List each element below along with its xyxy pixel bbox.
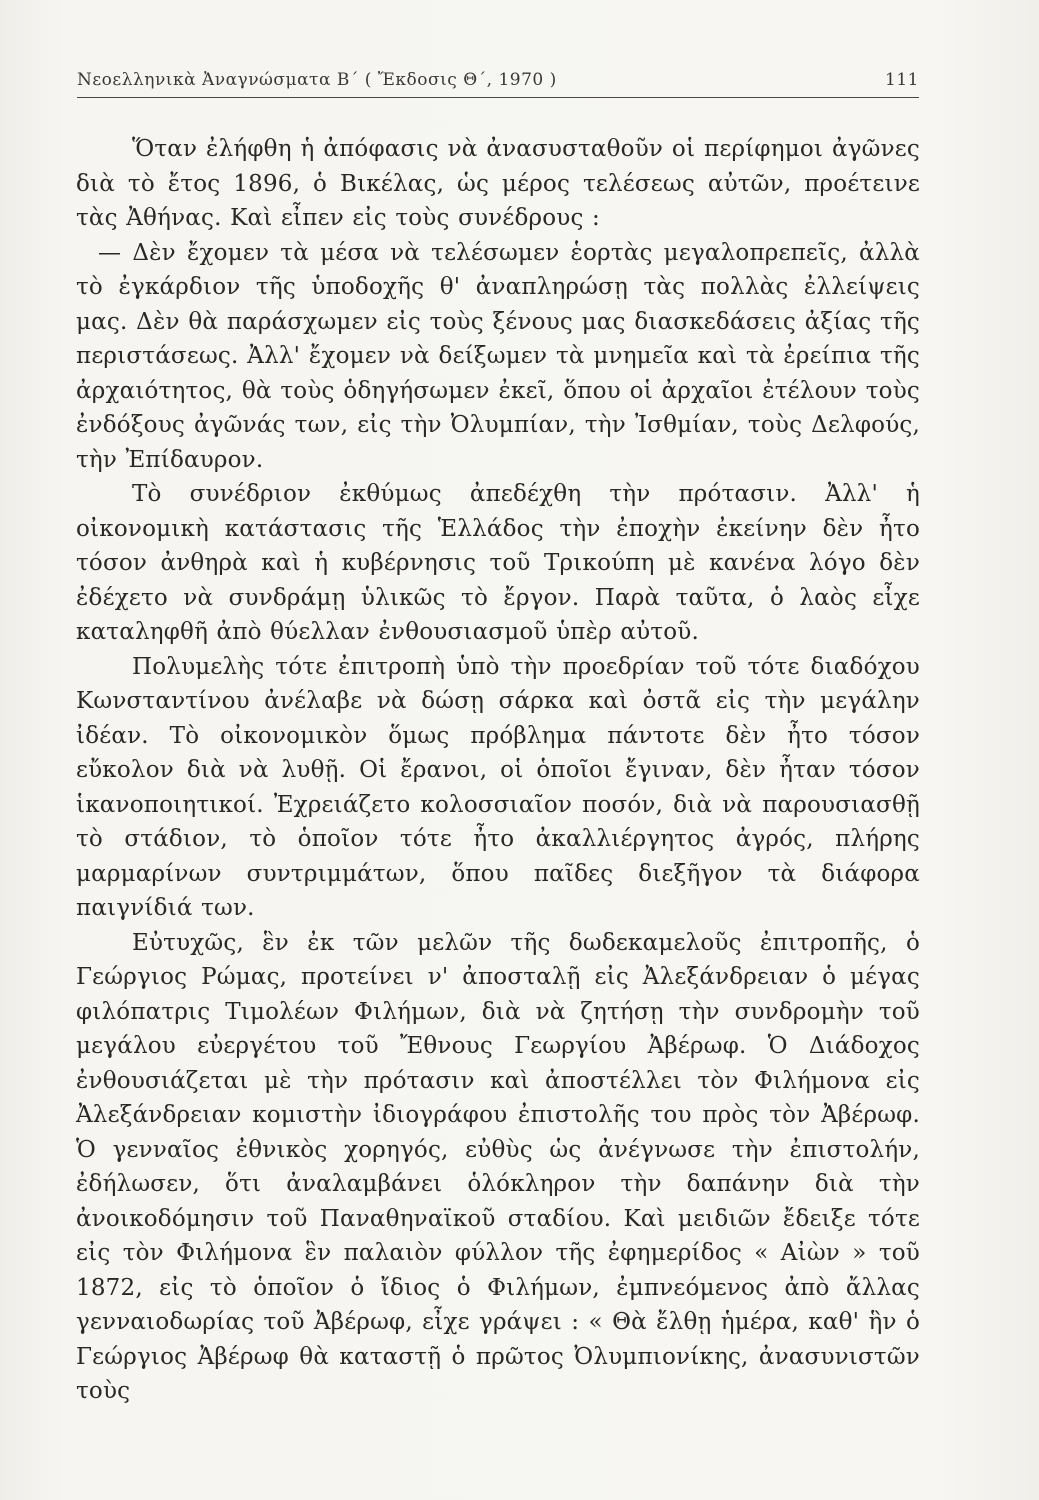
paragraph-averof: Εὐτυχῶς, ἓν ἐκ τῶν μελῶν τῆς δωδεκαμελοῦς ἐπιτροπῆς, ὁ Γεώργιος Ρώμας, προτείνει ν' ἀποσταλῇ εἰς Ἀλεξάνδρειαν ὁ μέγας φιλόπατρις Τιμολέων Φιλήμων, διὰ νὰ ζητήσῃ τὴν συνδρομὴν τοῦ μεγάλου εὐεργέτου τοῦ Ἔθνους Γεωργίου Ἀβέρωφ. Ὁ Διάδοχος ἐνθουσιάζεται μὲ τὴν πρότασιν καὶ ἀποστέλλει τὸν Φιλήμονα εἰς Ἀλεξάνδρειαν κομιστὴν ἰδιογράφου ἐπιστολῆς του πρὸς τὸν Ἀβέρωφ. Ὁ γενναῖος ἐθνικὸς χορηγός, εὐθὺς ὡς ἀνέγνωσε τὴν ἐπιστολήν, ἐδήλωσεν, ὅτι ἀναλαμβάνει ὁλόκληρον τὴν δαπάνην διὰ τὴν ἀνοικοδόμησιν τοῦ Παναθηναϊκοῦ σταδίου. Καὶ μειδιῶν ἔδειξε τότε εἰς τὸν Φιλήμονα ἓν παλαιὸν φύλλον τῆς ἐφημερίδος « Αἰὼν » τοῦ 1872, εἰς τὸ ὁποῖον ὁ ἴδιος ὁ Φιλήμων, ἐμπνεόμενος ἀπὸ ἄλλας γενναιοδωρίας τοῦ Ἀβέρωφ, εἶχε γράψει : « Θὰ ἔλθῃ ἡμέρα, καθ' ἣν ὁ Γεώργιος Ἀβέρωφ θὰ καταστῇ ὁ πρῶτος Ὀλυμπιονίκης, ἀνασυνιστῶν τοὺς [76,929,920,1404]
running-head [77,70,919,94]
paragraph-committee: Πολυμελὴς τότε ἐπιτροπὴ ὑπὸ τὴν προεδρίαν τοῦ τότε διαδόχου Κωνσταντίνου ἀνέλαβε νὰ δώσῃ σάρκα καὶ ὀστᾶ εἰς τὴν μεγάλην ἰδέαν. Τὸ οἰκονομικὸν ὅμως πρόβλημα πάντοτε δὲν ἦτο τόσον εὔκολον διὰ νὰ λυθῇ. Οἱ ἔρανοι, οἱ ὁποῖοι ἔγιναν, δὲν ἦταν τόσον ἱκανοποιητικοί. Ἐχρειάζετο κολοσσιαῖον ποσόν, διὰ νὰ παρουσιασθῇ τὸ στάδιον, τὸ ὁποῖον τότε ἦτο ἀκαλλιέργητος ἀγρός, πλήρης μαρμαρίνων συντριμμάτων, ὅπου παῖδες διεξῆγον τὰ διάφορα παιγνίδιά των. [76,653,920,921]
body-text [76,132,920,1409]
paragraph-vikelas-speech: — Δὲν ἔχομεν τὰ μέσα νὰ τελέσωμεν ἑορτὰς μεγαλοπρεπεῖς, ἀλλὰ τὸ ἐγκάρδιον τῆς ὑποδοχῆς θ' ἀναπληρώσῃ τὰς πολλὰς ἐλλείψεις μας. Δὲν θὰ παράσχωμεν εἰς τοὺς ξένους μας διασκεδάσεις ἀξίας τῆς περιστάσεως. Ἀλλ' ἔχομεν νὰ δείξωμεν τὰ μνημεῖα καὶ τὰ ἐρείπια τῆς ἀρχαιότητος, θὰ τοὺς ὁδηγήσωμεν ἐκεῖ, ὅπου οἱ ἀρχαῖοι ἐτέλουν τοὺς ἐνδόξους ἀγῶνάς των, εἰς τὴν Ὀλυμπίαν, τὴν Ἰσθμίαν, τοὺς Δελφούς, τὴν Ἐπίδαυρον. [76,239,920,473]
running-head-title: Νεοελληνικὰ Ἀναγνώσματα Β΄ ( Ἔκδοσις Θ΄, 1970 ) [77,70,557,90]
paragraph-congress-acceptance: Τὸ συνέδριον ἐκθύμως ἀπεδέχθη τὴν πρότασιν. Ἀλλ' ἡ οἰκονομικὴ κατάστασις τῆς Ἑλλάδος τὴν ἐποχὴν ἐκείνην δὲν ἦτο τόσον ἀνθηρὰ καὶ ἡ κυβέρνησις τοῦ Τρικούπη μὲ κανένα λόγο δὲν ἐδέχετο νὰ συνδράμῃ ὑλικῶς τὸ ἔργον. Παρὰ ταῦτα, ὁ λαὸς εἶχε καταληφθῆ ἀπὸ θύελλαν ἐνθουσιασμοῦ ὑπὲρ αὐτοῦ. [76,481,920,645]
paragraph-games-revival: Ὅταν ἐλήφθη ἡ ἀπόφασις νὰ ἀνασυσταθοῦν οἱ περίφημοι ἀγῶνες διὰ τὸ ἔτος 1896, ὁ Βικέλας, ὡς μέρος τελέσεως αὐτῶν, προέτεινε τὰς Ἀθήνας. Καὶ εἶπεν εἰς τοὺς συνέδρους : [76,136,920,231]
page-number: 111 [885,70,919,90]
header-rule [77,97,919,98]
